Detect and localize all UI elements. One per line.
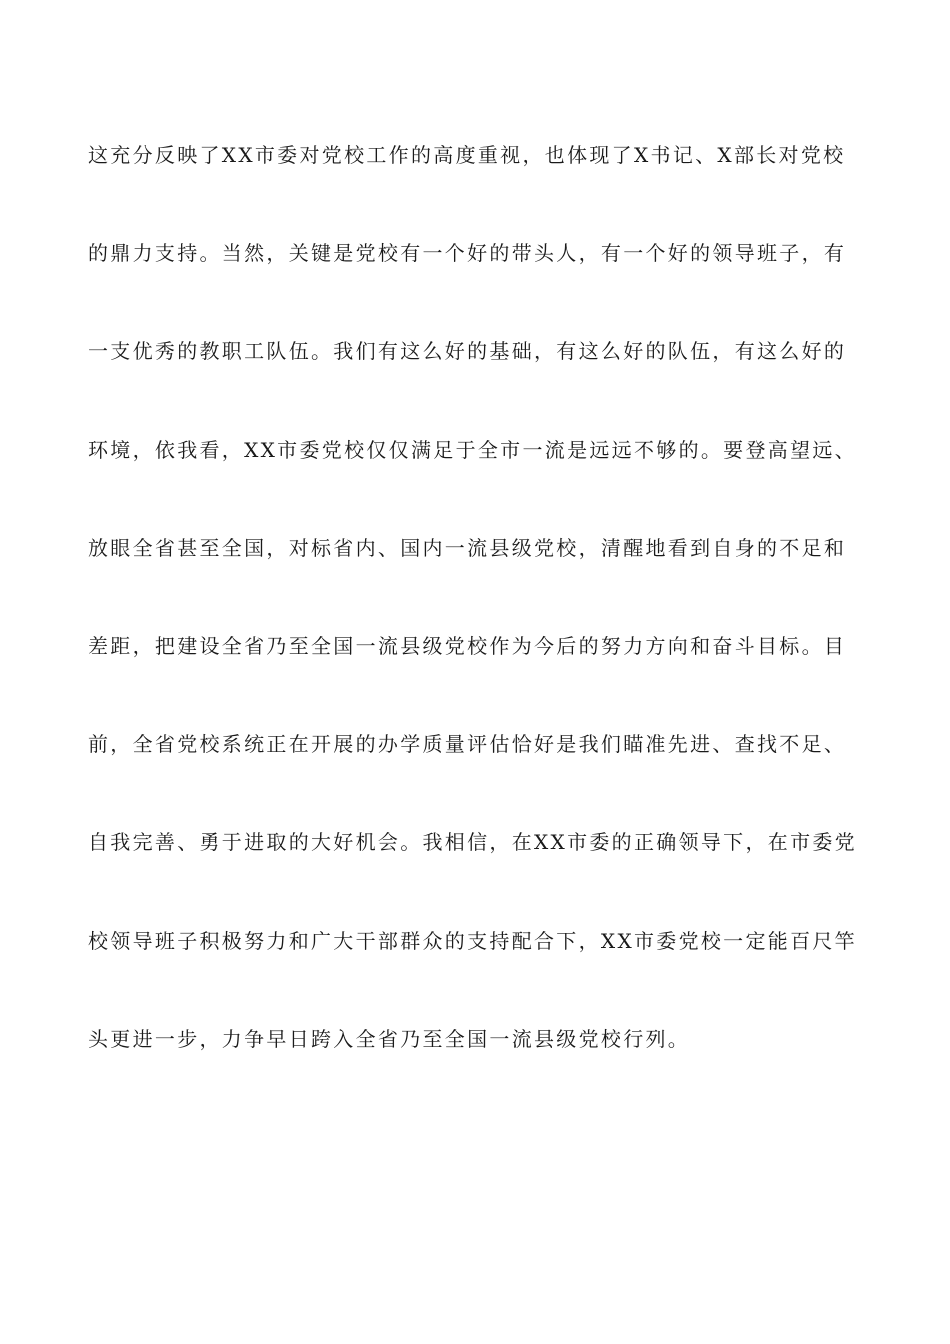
text-line-8: 自我完善、勇于进取的大好机会。我相信，在XX市委的正确领导下，在市委党 [88, 830, 857, 855]
text-line-6: 差距，把建设全省乃至全国一流县级党校作为今后的努力方向和奋斗目标。目 [88, 633, 847, 658]
text-line-9: 校领导班子积极努力和广大干部群众的支持配合下，XX市委党校一定能百尺竿 [88, 928, 857, 953]
text-line-4: 环境，依我看，XX市委党校仅仅满足于全市一流是远远不够的。要登高望远、 [88, 437, 857, 462]
text-line-10: 头更进一步，力争早日跨入全省乃至全国一流县级党校行列。 [88, 1026, 691, 1051]
text-line-7: 前，全省党校系统正在开展的办学质量评估恰好是我们瞄准先进、查找不足、 [88, 732, 847, 757]
text-line-1: 这充分反映了XX市委对党校工作的高度重视，也体现了X书记、X部长对党校 [88, 143, 846, 167]
text-line-5: 放眼全省甚至全国，对标省内、国内一流县级党校，清醒地看到自身的不足和 [88, 535, 847, 560]
body-paragraph [88, 131, 868, 1113]
text-line-2: 的鼎力支持。当然，关键是党校有一个好的带头人，有一个好的领导班子，有 [88, 241, 847, 266]
text-line-3: 一支优秀的教职工队伍。我们有这么好的基础，有这么好的队伍，有这么好的 [88, 339, 847, 364]
